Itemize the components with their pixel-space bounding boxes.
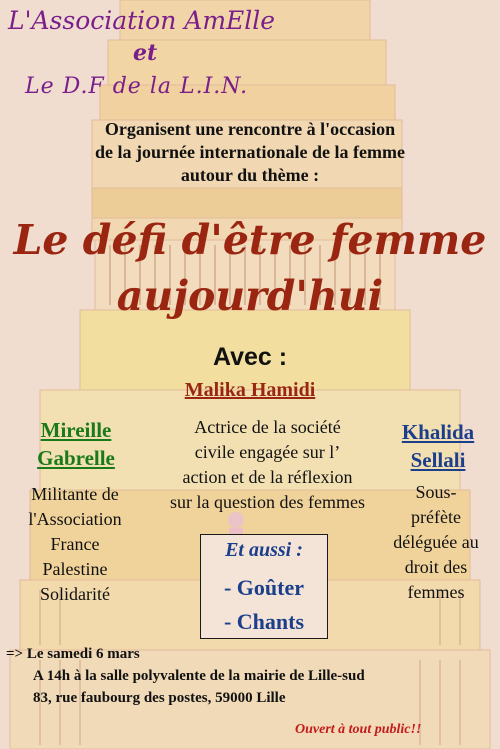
speaker-left-name-line: Mireille — [40, 418, 112, 442]
speaker-center-role-line: action et de la réflexion — [182, 467, 353, 487]
speaker-right-name-line: Sellali — [410, 448, 466, 472]
extras-title: Et aussi : — [225, 539, 303, 561]
extras-item: - Goûter — [223, 575, 305, 600]
organizer-association: L'Association AmElle — [8, 6, 276, 35]
event-time-venue: A 14h à la salle polyvalente de la mairie de Lille-sud — [33, 668, 365, 684]
speaker-left-role-line: France — [50, 534, 100, 554]
speaker-center-role-line: civile engagée sur l’ — [194, 442, 341, 462]
speaker-right-role-line: femmes — [407, 582, 465, 602]
speaker-left-name-line: Gabrelle — [37, 446, 115, 470]
intro-line: autour du thème : — [180, 165, 320, 185]
speaker-left-role-line: l'Association — [28, 509, 122, 529]
speaker-right-name — [386, 418, 490, 474]
open-to-public-note: Ouvert à tout public!! — [295, 722, 422, 737]
intro-line: de la journée internationale de la femme — [95, 142, 405, 162]
speaker-left-role — [8, 482, 142, 607]
speaker-right-role-line: déléguée au — [393, 532, 479, 552]
speaker-center-role-line: Actrice de la société — [194, 417, 341, 437]
speaker-center-role — [135, 415, 400, 515]
intro-text — [0, 118, 500, 187]
speaker-left-role-line: Militante de — [31, 484, 119, 504]
organizer-conjunction: et — [133, 40, 158, 66]
intro-line: Organisent une rencontre à l'occasion — [104, 119, 396, 139]
event-address: 83, rue faubourg des postes, 59000 Lille — [33, 690, 286, 706]
speaker-left-role-line: Solidarité — [40, 584, 110, 604]
event-title — [0, 212, 500, 324]
speaker-center-role-line: sur la question des femmes — [170, 492, 365, 512]
extras-item: - Chants — [223, 609, 305, 634]
speaker-right-role-line: préfète — [411, 507, 461, 527]
speaker-left-role-line: Palestine — [42, 559, 108, 579]
event-title-line: Le défi d'être femme — [13, 216, 487, 264]
speaker-center-name: Malika Hamidi — [184, 379, 316, 401]
event-title-line: aujourd'hui — [116, 272, 384, 320]
speaker-left-name — [18, 416, 134, 472]
speaker-right-name-line: Khalida — [401, 420, 475, 444]
speaker-right-role-line: droit des — [404, 557, 468, 577]
speaker-right-role — [372, 480, 500, 605]
speaker-right-role-line: Sous- — [415, 482, 457, 502]
avec-heading: Avec : — [212, 343, 288, 371]
extras-box — [200, 534, 328, 639]
organizer-df-lin: Le D.F de la L.I.N. — [25, 74, 249, 99]
event-date: => Le samedi 6 mars — [6, 646, 140, 662]
